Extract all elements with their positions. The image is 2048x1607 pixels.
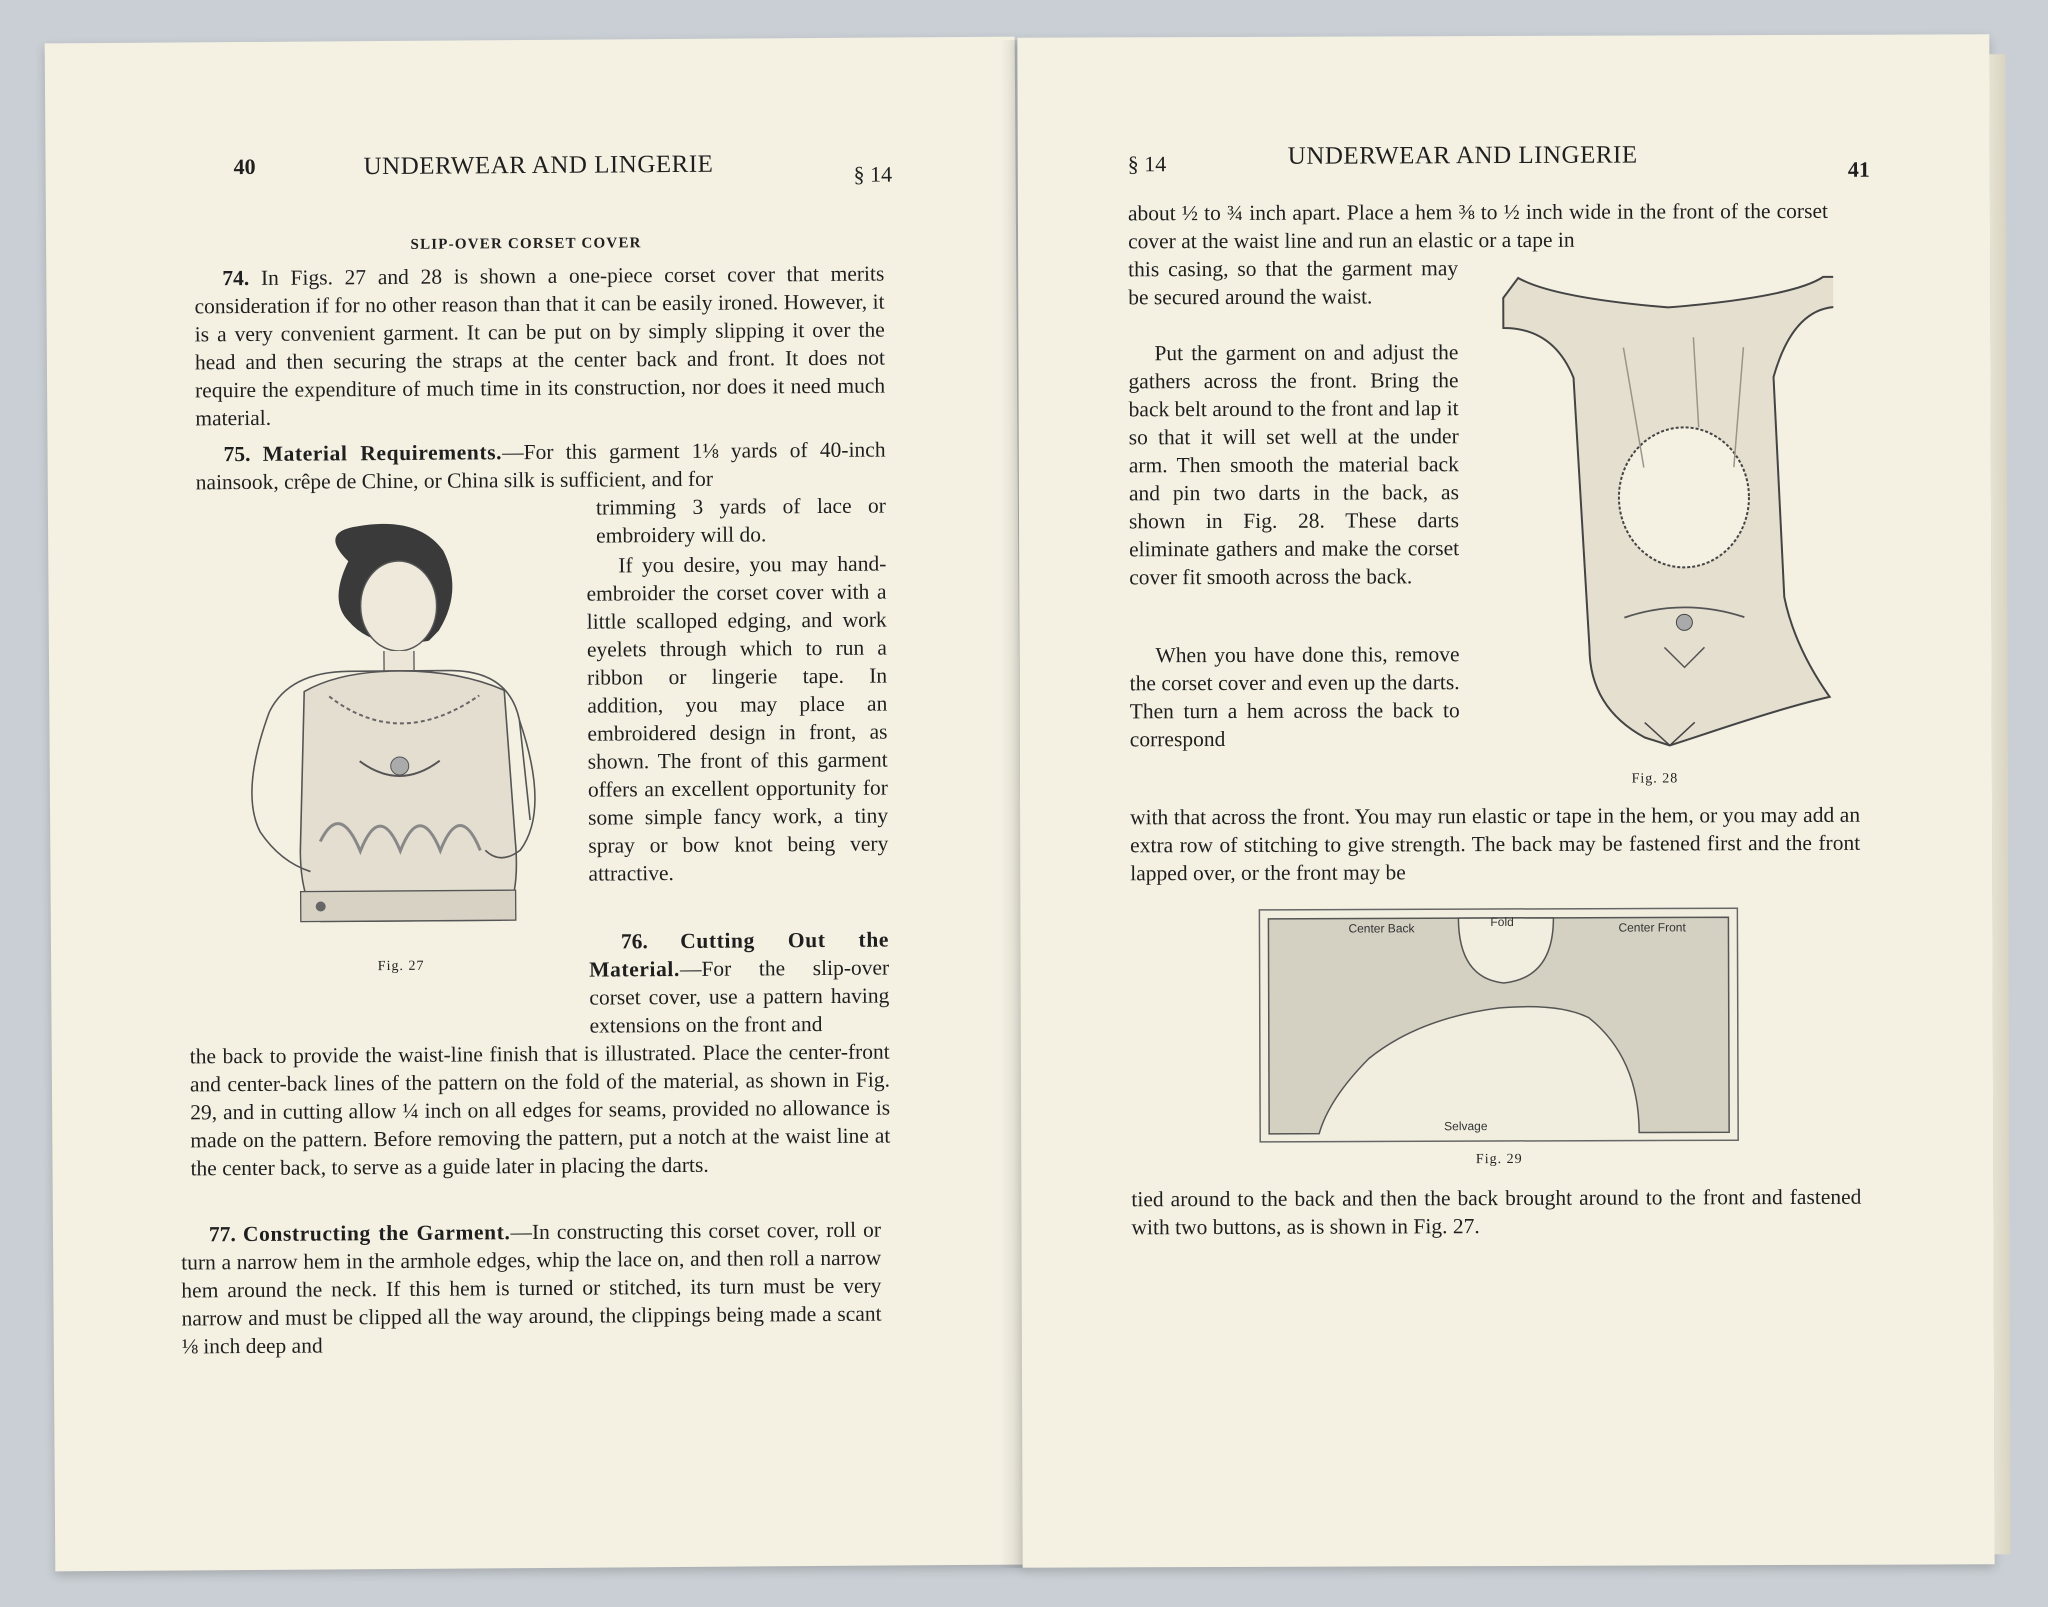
right-section-mark: § 14 — [1127, 151, 1167, 177]
right-paragraph-c-continued: with that across the front. You may run elastic or tape in the hem, or you may add an extra row of stitching to give strength. The back may be fastened first and the front lapped over, or the front may be — [1130, 802, 1861, 886]
para-75-lead: —For this garment 1⅛ yards of 40-inch nainsook, crêpe de Chine, or China silk is sufficient, and for — [195, 437, 886, 495]
paragraph-74 — [194, 260, 885, 433]
fig-28-caption: Fig. 28 — [1631, 771, 1679, 787]
left-page — [45, 37, 1026, 1572]
para-76-continued: the back to provide the waist-line finish that is illustrated. Place the center-front and center-back lines of the pattern on the fold of the material, as shown in Fig. 29, and in cutting allow ¼ inch on all edges for seams, provided no allowance is made on the pattern. Before removing the pattern, put a notch at the waist line at the center back, to serve as a guide later in placing the darts. — [189, 1039, 891, 1181]
para-77-text: —In constructing this corset cover, roll or turn a narrow hem in the armhole edges, whip the lace on, and then roll a narrow hem around the neck. If this hem is turned or stitched, its turn must be very narrow and must be clipped all the way around, the clippings being made a scant ⅛ inch deep and — [181, 1217, 882, 1359]
figure-29 — [1258, 907, 1739, 1143]
para-76-wrap: —For the slip-over corset cover, use a pattern having extensions on the front and — [589, 955, 890, 1038]
right-page-number: 41 — [1847, 156, 1870, 182]
para-75-continued: If you desire, you may hand-embroider the corset cover with a little scalloped edging, and work eyelets through which to run a ribbon or lingerie tape. In addition, you may place an embroidered design in front, as shown. The front of this garment offers an excellent opportunity for some simple fancy work, a tiny spray or bow knot being very attractive. — [586, 551, 889, 886]
para-74-number: 74. — [222, 265, 250, 291]
right-paragraph-b: Put the garment on and adjust the gathers across the front. Bring the back belt around to the front and lap it so that it will set well at the under arm. Then smooth the material back and pin two darts in the back, as shown in Fig. 28. These darts eliminate gathers and make the corset cover fit smooth across the back. — [1128, 340, 1460, 590]
left-section-mark: § 14 — [853, 161, 893, 187]
left-page-number: 40 — [233, 153, 256, 180]
open-book — [30, 18, 2020, 1593]
para-74-text: In Figs. 27 and 28 is shown a one-piece corset cover that merits consideration if for no other reason than that it can be easily ironed. However, it is a very convenient garment. It can be put on by simply slipping it over the head and then securing the straps at the center back and front. It does not require the expenditure of much time in its construction, nor does it need much material. — [194, 261, 886, 431]
right-lead-wrap: this casing, so that the garment may be secured around the waist. — [1128, 256, 1459, 310]
para-77-number: 77. — [208, 1222, 236, 1247]
para-75-heading: Material Requirements. — [262, 440, 503, 466]
paragraph-77 — [181, 1216, 882, 1361]
fig-29-label-fold: Fold — [1490, 914, 1514, 930]
figure-27 — [198, 520, 581, 943]
fig-29-label-center-back: Center Back — [1348, 921, 1415, 936]
paragraph-76 — [589, 926, 890, 1040]
fig-29-label-center-front: Center Front — [1618, 920, 1686, 935]
para-75-wrap: trimming 3 yards of lace or embroidery will do. — [595, 493, 887, 548]
paragraph-75 — [195, 436, 885, 497]
fig-27-caption: Fig. 27 — [377, 958, 425, 975]
para-75-number: 75. — [223, 441, 251, 467]
left-running-head: UNDERWEAR AND LINGERIE — [363, 150, 714, 181]
fig-28-illustration — [1493, 267, 1835, 748]
para-76-heading: Cutting Out the Material. — [589, 927, 890, 982]
fig-29-label-selvage: Selvage — [1444, 1119, 1488, 1134]
figure-28 — [1493, 267, 1835, 748]
section-title: SLIP-OVER CORSET COVER — [410, 235, 642, 253]
fig-29-illustration — [1258, 907, 1739, 1143]
para-77-heading: Constructing the Garment. — [242, 1220, 511, 1247]
right-lead-paragraph: about ½ to ¾ inch apart. Place a hem ⅜ to ½ inch wide in the front of the corset cover at the waist line and run an elastic or a tape in — [1127, 198, 1828, 254]
fig-27-illustration — [198, 520, 581, 943]
right-paragraph-d: tied around to the back and then the back brought around to the front and fastened with two buttons, as is shown in Fig. 27. — [1131, 1184, 1862, 1240]
right-running-head: UNDERWEAR AND LINGERIE — [1287, 141, 1638, 170]
para-76-number: 76. — [620, 929, 648, 954]
fig-29-caption: Fig. 29 — [1475, 1151, 1523, 1168]
right-page — [1017, 34, 1994, 1567]
right-paragraph-c: When you have done this, remove the corset cover and even up the darts. Then turn a hem across the back to correspond — [1129, 642, 1460, 752]
